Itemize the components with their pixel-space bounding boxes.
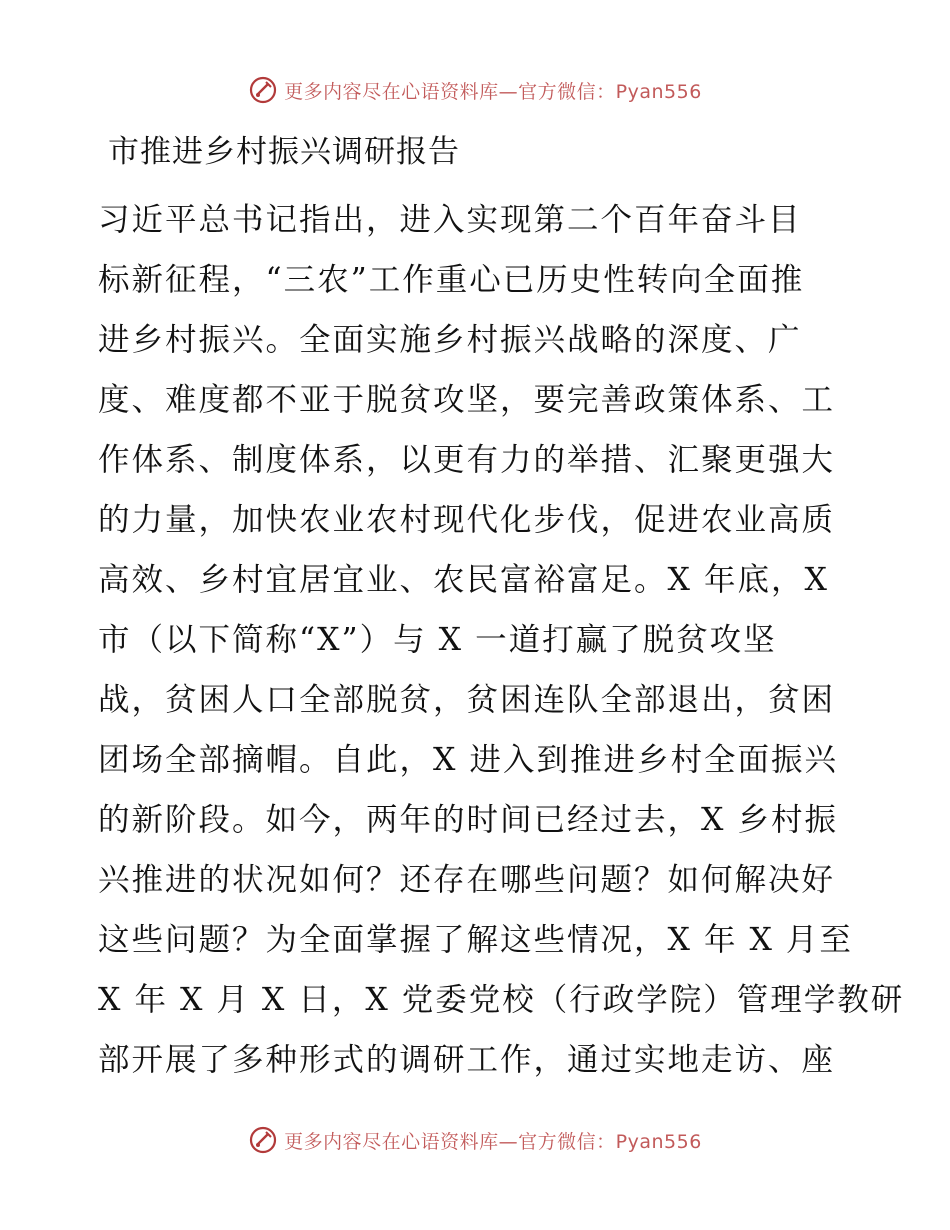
body-line: 部开展了多种形式的调研工作，通过实地走访、座 — [98, 1042, 836, 1078]
body-line: 标新征程，“三农”工作重心已历史性转向全面推 — [98, 262, 805, 298]
body-line: 的新阶段。如今，两年的时间已经过去，X 乡村振 — [98, 802, 838, 838]
body-line: 兴推进的状况如何？还存在哪些问题？如何解决好 — [98, 862, 836, 898]
body-line: 的力量，加快农业农村现代化步伐，促进农业高质 — [98, 502, 836, 538]
footer-banner-text: 更多内容尽在心语资料库—官方微信：Pyan556 — [284, 1130, 702, 1153]
body-line: 这些问题？为全面掌握了解这些情况，X 年 X 月至 — [98, 922, 853, 958]
body-line: 市（以下简称“X”）与 X 一道打赢了脱贫攻坚 — [98, 622, 777, 658]
body-line: 度、难度都不亚于脱贫攻坚，要完善政策体系、工 — [98, 382, 836, 418]
footer-banner — [0, 1120, 950, 1160]
body-line: X 年 X 月 X 日，X 党委党校（行政学院）管理学教研 — [98, 982, 905, 1018]
brand-logo-icon — [248, 75, 278, 105]
body-line: 习近平总书记指出，进入实现第二个百年奋斗目 — [98, 202, 802, 238]
body-line: 战，贫困人口全部脱贫，贫困连队全部退出，贫困 — [98, 682, 836, 718]
body-line: 作体系、制度体系，以更有力的举措、汇聚更强大 — [98, 442, 836, 478]
document-body — [98, 190, 905, 1090]
body-line: 团场全部摘帽。自此，X 进入到推进乡村全面振兴 — [98, 742, 838, 778]
brand-logo-icon — [248, 1125, 278, 1155]
header-banner — [0, 70, 950, 110]
body-line: 高效、乡村宜居宜业、农民富裕富足。X 年底，X — [98, 562, 829, 598]
body-line: 进乡村振兴。全面实施乡村振兴战略的深度、广 — [98, 322, 802, 358]
header-banner-text: 更多内容尽在心语资料库—官方微信：Pyan556 — [284, 80, 702, 103]
document-title: 市推进乡村振兴调研报告 — [108, 134, 460, 170]
